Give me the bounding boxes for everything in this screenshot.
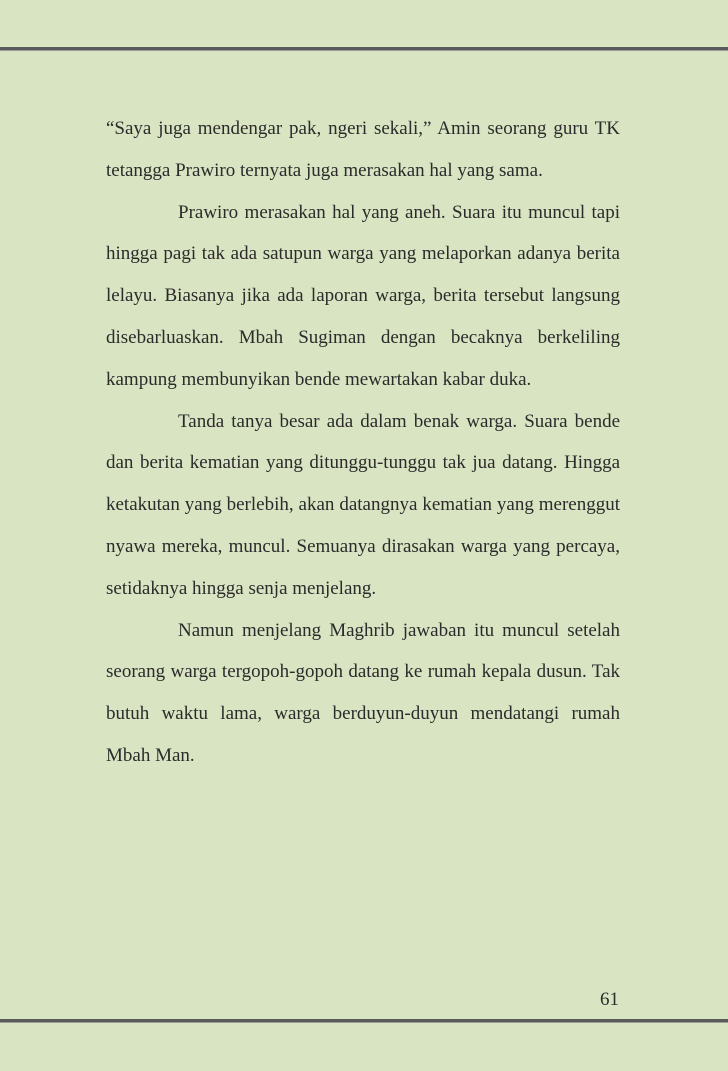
paragraph-4: Namun menjelang Maghrib jawaban itu muncul setelah seorang warga tergopoh-gopoh datang ke rumah kepala dusun. Tak butuh waktu lama, warga berduyun-duyun mendatangi rumah Mbah Man. — [106, 619, 620, 766]
paragraph-2: Prawiro merasakan hal yang aneh. Suara itu muncul tapi hingga pagi tak ada satupun warga yang melaporkan adanya berita lelayu. Biasanya jika ada laporan warga, berita tersebut langsung disebarluaskan. Mbah Sugiman dengan becaknya berkeliling kampung membunyikan bende mewartakan kabar duka. — [106, 201, 620, 390]
paragraph-3: Tanda tanya besar ada dalam benak warga. Suara bende dan berita kematian yang ditunggu-tunggu tak jua datang. Hingga ketakutan yang berlebih, akan datangnya kematian yang merenggut nyawa mereka, muncul. Semuanya dirasakan warga yang percaya, setidaknya hingga senja menjelang. — [106, 410, 620, 599]
paragraph-1: “Saya juga mendengar pak, ngeri sekali,” Amin seorang guru TK tetangga Prawiro ternyata juga merasakan hal yang sama. — [106, 118, 620, 181]
header-rule — [0, 47, 728, 50]
page-body — [106, 108, 620, 777]
page-number: 61 — [600, 989, 619, 1010]
footer-rule — [0, 1019, 728, 1022]
